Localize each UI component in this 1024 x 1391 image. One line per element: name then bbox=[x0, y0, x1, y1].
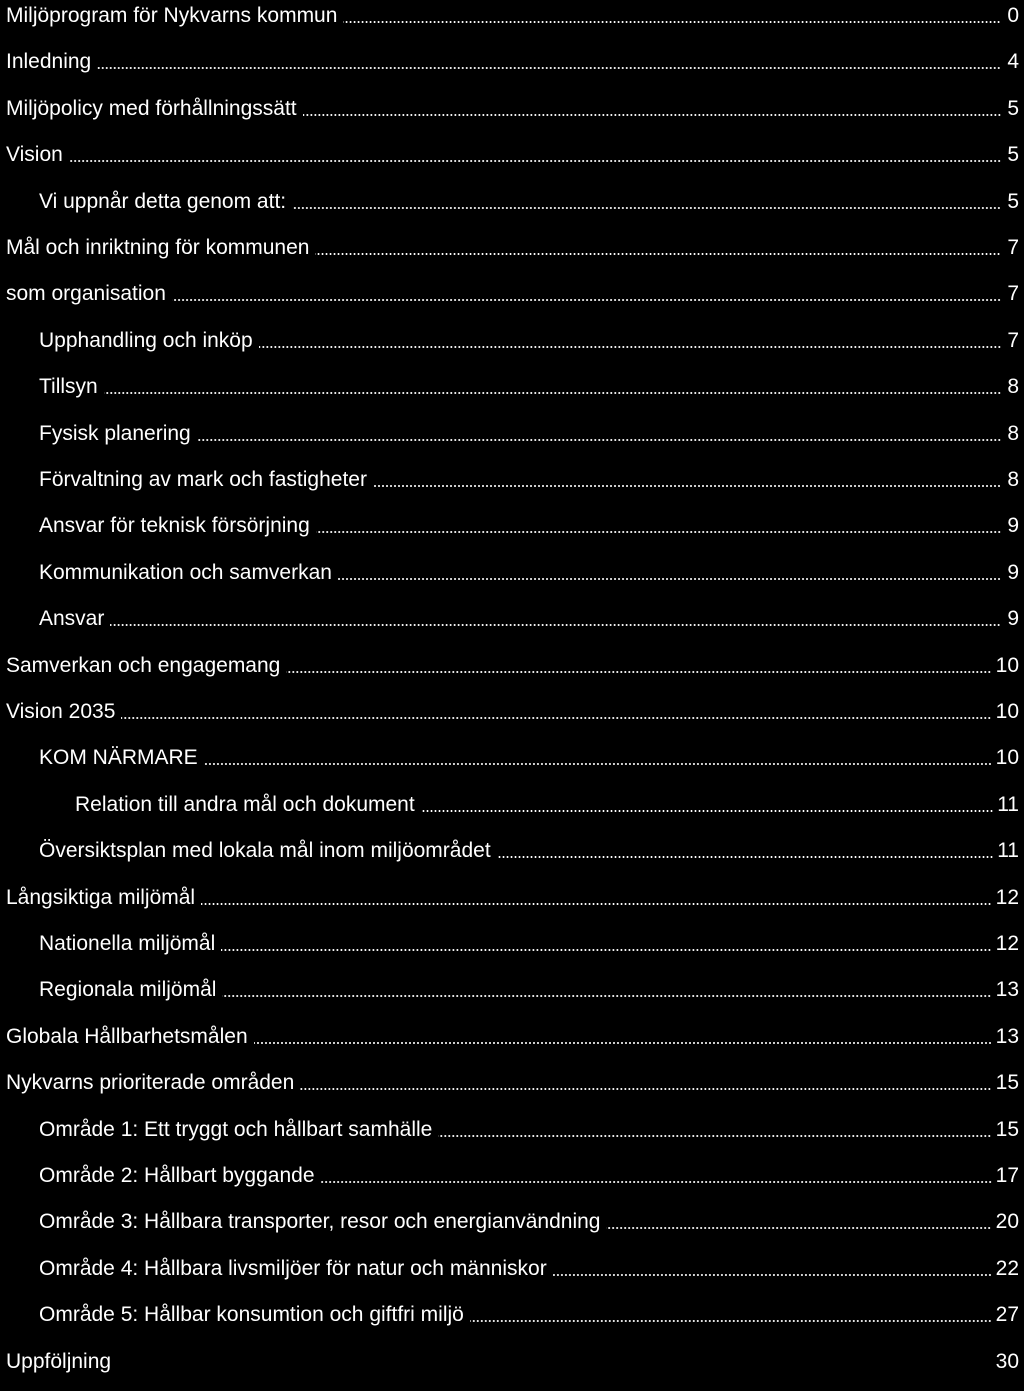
toc-entry[interactable] bbox=[0, 882, 1024, 914]
toc-entry-title: Uppföljning bbox=[6, 1349, 112, 1373]
dot-leader bbox=[373, 485, 1001, 487]
toc-entry[interactable] bbox=[0, 974, 1024, 1006]
toc-entry-page-number: 5 bbox=[1007, 96, 1019, 120]
dot-leader bbox=[343, 21, 1001, 23]
dot-leader bbox=[303, 114, 1001, 116]
toc-entry[interactable] bbox=[0, 93, 1024, 125]
toc-entry-title: Område 4: Hållbara livsmiljöer för natur och människor bbox=[39, 1256, 547, 1280]
toc-entry[interactable] bbox=[0, 742, 1024, 774]
toc-entry-page-number: 4 bbox=[1007, 50, 1019, 74]
toc-entry[interactable] bbox=[0, 557, 1024, 589]
dot-leader bbox=[110, 624, 1001, 626]
toc-entry[interactable] bbox=[0, 278, 1024, 310]
dot-leader bbox=[104, 392, 1001, 394]
dot-leader bbox=[172, 299, 1001, 301]
dot-leader bbox=[315, 253, 1001, 255]
toc-entry[interactable] bbox=[0, 1299, 1024, 1331]
dot-leader bbox=[421, 810, 994, 812]
dot-leader bbox=[470, 1320, 992, 1322]
toc-entry-page-number: 7 bbox=[1007, 328, 1019, 352]
toc-entry-title: Miljöprogram för Nykvarns kommun bbox=[6, 4, 338, 27]
toc-entry-title: Översiktsplan med lokala mål inom miljöområdet bbox=[39, 839, 491, 863]
toc-entry-title: Upphandling och inköp bbox=[39, 328, 253, 352]
dot-leader bbox=[553, 1274, 992, 1276]
dot-leader bbox=[121, 717, 991, 719]
toc-entry[interactable] bbox=[0, 696, 1024, 728]
toc-entry-title: Relation till andra mål och dokument bbox=[75, 792, 415, 816]
toc-entry[interactable] bbox=[0, 186, 1024, 218]
dot-leader bbox=[321, 1181, 992, 1183]
toc-entry-page-number: 7 bbox=[1007, 282, 1019, 306]
toc-entry-page-number: 10 bbox=[995, 653, 1019, 677]
toc-entry-page-number: 10 bbox=[995, 746, 1019, 770]
toc-entry-title: Vision bbox=[6, 143, 63, 167]
toc-entry-page-number: 10 bbox=[995, 700, 1019, 723]
toc-entry-title: Nationella miljömål bbox=[39, 932, 216, 955]
toc-entry[interactable] bbox=[0, 232, 1024, 264]
toc-entry-title: som organisation bbox=[6, 282, 166, 306]
toc-entry-page-number: 12 bbox=[995, 932, 1019, 955]
toc-entry-page-number: 13 bbox=[995, 1024, 1019, 1048]
toc-entry-page-number: 5 bbox=[1007, 143, 1019, 167]
dot-leader bbox=[292, 207, 1001, 209]
toc-entry[interactable] bbox=[0, 650, 1024, 682]
toc-entry-page-number: 22 bbox=[995, 1256, 1019, 1280]
toc-entry-title: Inledning bbox=[6, 50, 92, 74]
toc-entry[interactable] bbox=[0, 928, 1024, 960]
toc-entry-page-number: 13 bbox=[995, 978, 1019, 1002]
toc-entry-page-number: 11 bbox=[997, 792, 1019, 816]
dot-leader bbox=[222, 995, 991, 997]
dot-leader bbox=[201, 903, 992, 905]
toc-entry-title: Samverkan och engagemang bbox=[6, 653, 281, 677]
toc-entry[interactable] bbox=[0, 789, 1024, 821]
dot-leader bbox=[197, 439, 1001, 441]
toc-entry-title: Tillsyn bbox=[39, 375, 98, 399]
toc-entry-page-number: 9 bbox=[1007, 607, 1019, 631]
toc-entry-page-number: 9 bbox=[1007, 560, 1019, 584]
toc-entry-title: Regionala miljömål bbox=[39, 978, 217, 1002]
toc-entry-page-number: 0 bbox=[1007, 4, 1019, 27]
toc-entry[interactable] bbox=[0, 325, 1024, 357]
toc-entry-page-number: 11 bbox=[997, 839, 1019, 863]
dot-leader bbox=[497, 856, 994, 858]
toc-entry-page-number: 12 bbox=[995, 885, 1019, 909]
toc-entry-page-number: 27 bbox=[995, 1303, 1019, 1327]
toc-entry-page-number: 8 bbox=[1007, 468, 1019, 491]
toc-entry-title: Område 1: Ett tryggt och hållbart samhälle bbox=[39, 1117, 433, 1141]
toc-entry-title: Globala Hållbarhetsmålen bbox=[6, 1024, 248, 1048]
toc-entry-title: Kommunikation och samverkan bbox=[39, 560, 332, 584]
toc-entry[interactable] bbox=[0, 1021, 1024, 1053]
dot-leader bbox=[204, 763, 992, 765]
toc-entry[interactable] bbox=[0, 1346, 1024, 1378]
toc-entry-page-number: 5 bbox=[1007, 189, 1019, 213]
toc-entry[interactable] bbox=[0, 418, 1024, 450]
toc-entry-page-number: 30 bbox=[995, 1349, 1019, 1373]
toc-entry-title: Fysisk planering bbox=[39, 421, 191, 445]
toc-entry-page-number: 7 bbox=[1007, 236, 1019, 259]
toc-entry[interactable] bbox=[0, 0, 1024, 32]
toc-entry-title: Vision 2035 bbox=[6, 700, 116, 723]
dot-leader bbox=[300, 1088, 991, 1090]
dot-leader bbox=[286, 671, 991, 673]
toc-entry[interactable] bbox=[0, 464, 1024, 496]
toc-entry[interactable] bbox=[0, 139, 1024, 171]
toc-entry-title: Mål och inriktning för kommunen bbox=[6, 236, 310, 259]
toc-entry[interactable] bbox=[0, 1253, 1024, 1285]
toc-entry-page-number: 9 bbox=[1007, 514, 1019, 538]
toc-entry-page-number: 15 bbox=[995, 1117, 1019, 1141]
dot-leader bbox=[606, 1227, 991, 1229]
dot-leader bbox=[316, 531, 1001, 533]
toc-entry[interactable] bbox=[0, 371, 1024, 403]
toc-entry-title: Nykvarns prioriterade områden bbox=[6, 1071, 295, 1095]
toc-entry[interactable] bbox=[0, 835, 1024, 867]
dot-leader bbox=[254, 1042, 992, 1044]
toc-entry[interactable] bbox=[0, 1067, 1024, 1099]
toc-entry-page-number: 20 bbox=[995, 1210, 1019, 1234]
toc-entry[interactable] bbox=[0, 1206, 1024, 1238]
toc-entry-title: Miljöpolicy med förhållningssätt bbox=[6, 96, 297, 120]
toc-entry[interactable] bbox=[0, 1160, 1024, 1192]
toc-entry-title: KOM NÄRMARE bbox=[39, 746, 198, 770]
dot-leader bbox=[259, 346, 1001, 348]
toc-entry[interactable] bbox=[0, 1114, 1024, 1146]
dot-leader bbox=[97, 67, 1001, 69]
dot-leader bbox=[221, 949, 991, 951]
toc-entry-title: Vi uppnår detta genom att: bbox=[39, 189, 287, 213]
toc-entry-title: Långsiktiga miljömål bbox=[6, 885, 196, 909]
toc-entry-page-number: 15 bbox=[995, 1071, 1019, 1095]
toc-entry-title: Ansvar bbox=[39, 607, 105, 631]
toc-entry-page-number: 17 bbox=[995, 1164, 1019, 1187]
toc-entry-page-number: 8 bbox=[1007, 421, 1019, 445]
dot-leader bbox=[69, 160, 1001, 162]
toc-entry-title: Område 3: Hållbara transporter, resor och energianvändning bbox=[39, 1210, 601, 1234]
toc-entry-title: Område 2: Hållbart byggande bbox=[39, 1164, 315, 1187]
toc-entry[interactable] bbox=[0, 46, 1024, 78]
toc-entry[interactable] bbox=[0, 510, 1024, 542]
dot-leader bbox=[338, 578, 1001, 580]
toc-entry-title: Förvaltning av mark och fastigheter bbox=[39, 468, 367, 491]
toc-entry[interactable] bbox=[0, 603, 1024, 635]
dot-leader bbox=[117, 1367, 992, 1369]
toc-entry-title: Område 5: Hållbar konsumtion och giftfri miljö bbox=[39, 1303, 464, 1327]
toc-entry-title: Ansvar för teknisk försörjning bbox=[39, 514, 310, 538]
toc-entry-page-number: 8 bbox=[1007, 375, 1019, 399]
dot-leader bbox=[438, 1135, 991, 1137]
